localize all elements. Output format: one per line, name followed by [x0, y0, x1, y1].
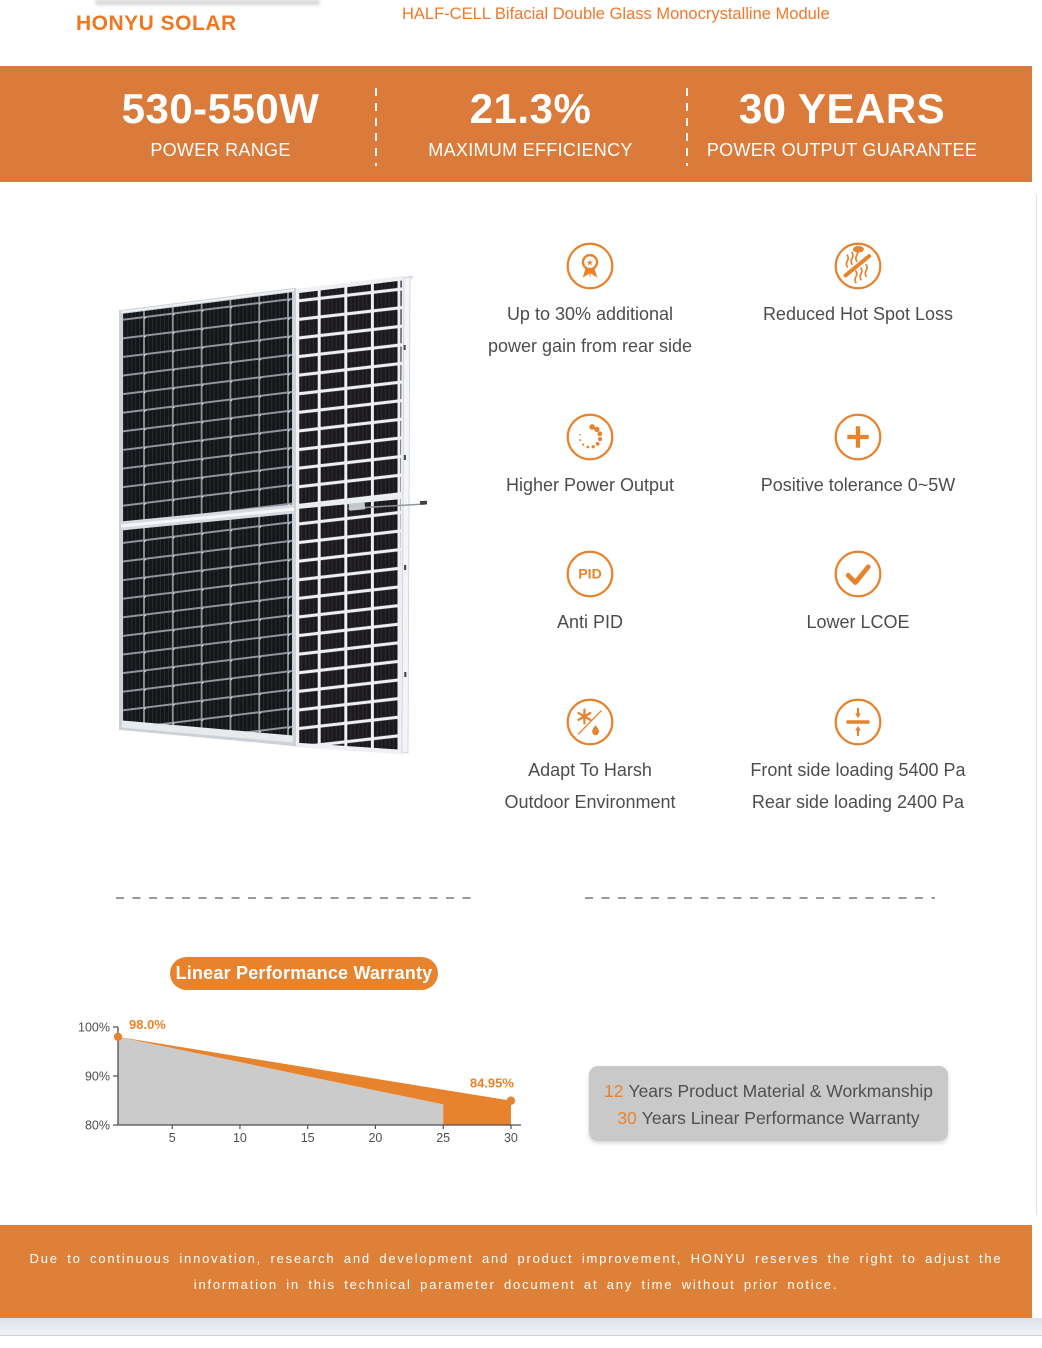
page-edge-strip — [0, 1318, 1042, 1336]
feature-text: Adapt To Harsh Outdoor Environment — [504, 760, 676, 812]
stat-label: MAXIMUM EFFICIENCY — [428, 140, 633, 160]
svg-text:98.0%: 98.0% — [129, 1016, 166, 1032]
medal-icon — [566, 242, 614, 290]
stat-output-guarantee — [669, 66, 1015, 182]
feature-text: Lower LCOE — [806, 612, 910, 632]
svg-text:80%: 80% — [84, 1118, 110, 1133]
feature-higher-power — [445, 413, 735, 501]
plus-icon — [834, 413, 882, 461]
banner-divider — [686, 88, 688, 166]
stat-power-range — [33, 66, 408, 182]
svg-text:90%: 90% — [84, 1069, 110, 1084]
footer-line: Due to continuous innovation, research and development and product improvement, HONYU reserves the right to adjust the — [29, 1251, 1003, 1266]
scan-artifact — [95, 0, 320, 5]
svg-text:★: ★ — [586, 257, 594, 268]
feature-anti-pid — [445, 550, 735, 638]
feature-rear-gain — [445, 242, 735, 362]
harsh-environment-icon — [566, 698, 614, 746]
hot-spot-icon — [834, 242, 882, 290]
stat-label: POWER OUTPUT GUARANTEE — [706, 140, 978, 160]
warranty-chart — [78, 1014, 535, 1156]
feature-text: Reduced Hot Spot Loss — [762, 304, 954, 324]
section-divider-dashed — [116, 897, 472, 899]
feature-lower-lcoe — [713, 550, 1003, 638]
feature-text: Up to 30% additional power gain from rear side — [487, 304, 693, 356]
svg-text:20: 20 — [368, 1131, 383, 1145]
warranty-text: Years Product Material & Workmanship — [628, 1081, 933, 1101]
brand-logo: HONYU SOLAR — [76, 12, 237, 35]
feature-text: Anti PID — [556, 612, 624, 632]
feature-loading — [713, 698, 1003, 818]
power-dots-icon — [566, 413, 614, 461]
feature-hot-spot — [713, 242, 1003, 330]
section-divider-dashed — [585, 897, 935, 899]
feature-text: Positive tolerance 0~5W — [760, 475, 956, 495]
footer-disclaimer — [0, 1225, 1032, 1318]
stat-label: POWER RANGE — [150, 140, 291, 160]
svg-text:30: 30 — [503, 1131, 518, 1145]
check-icon — [834, 550, 882, 598]
pid-icon — [566, 550, 614, 598]
stat-value: 30 YEARS — [738, 85, 946, 132]
page-edge-line — [1036, 195, 1037, 1215]
svg-text:5: 5 — [168, 1131, 176, 1145]
svg-text:25: 25 — [436, 1131, 451, 1145]
svg-text:PID: PID — [578, 565, 602, 582]
stat-value: 530-550W — [121, 85, 320, 132]
load-arrows-icon — [834, 698, 882, 746]
spinner-dots — [579, 424, 602, 448]
stat-value: 21.3% — [469, 85, 592, 132]
chart-title-badge: Linear Performance Warranty — [170, 957, 438, 990]
warranty-years: 12 — [604, 1081, 624, 1101]
svg-text:100%: 100% — [78, 1020, 110, 1035]
footer-line: information in this technical parameter document at any time without prior notice. — [193, 1277, 839, 1292]
solar-panel-image — [95, 268, 435, 768]
warranty-years: 30 — [617, 1108, 637, 1128]
warranty-line — [589, 1105, 948, 1132]
feature-harsh-environment — [445, 698, 735, 818]
warranty-line — [589, 1078, 948, 1105]
feature-tolerance — [713, 413, 1003, 501]
svg-text:84.95%: 84.95% — [469, 1075, 514, 1091]
feature-text: Front side loading 5400 Pa Rear side loading 2400 Pa — [750, 760, 966, 812]
stat-max-efficiency — [375, 66, 686, 182]
warranty-box — [589, 1066, 948, 1141]
stats-banner — [0, 66, 1032, 182]
banner-divider — [375, 88, 377, 166]
feature-text: Higher Power Output — [505, 475, 675, 495]
svg-text:15: 15 — [300, 1131, 315, 1145]
svg-text:10: 10 — [232, 1131, 247, 1145]
page-title: HALF-CELL Bifacial Double Glass Monocrystalline Module — [402, 5, 830, 23]
warranty-text: Years Linear Performance Warranty — [641, 1108, 920, 1128]
